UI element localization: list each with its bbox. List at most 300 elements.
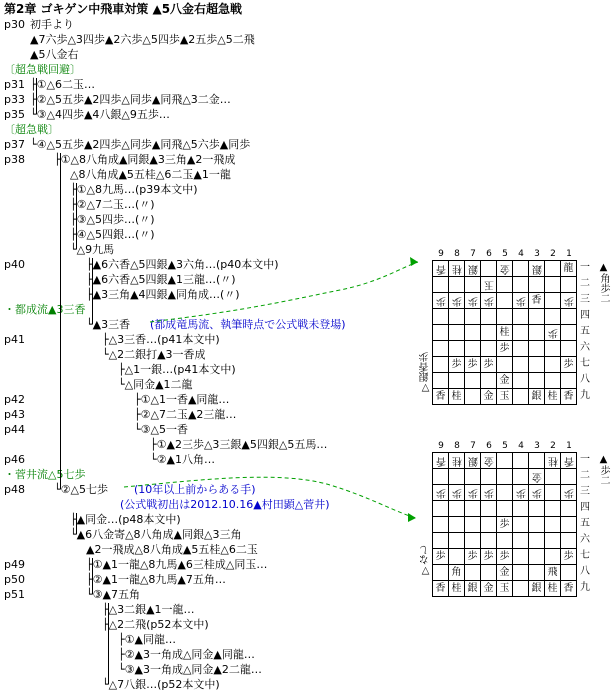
move-line: ├③△5四歩…(〃)	[70, 213, 155, 226]
rank-label: 九	[580, 390, 590, 401]
board-square	[545, 341, 561, 357]
board-square	[513, 469, 529, 485]
board-square	[529, 389, 545, 405]
board-square	[481, 549, 497, 565]
shogi-piece: 銀	[467, 583, 478, 594]
comment: (都成竜馬流、執筆時点で公式戦未登場)	[150, 318, 346, 331]
board-square	[433, 277, 449, 293]
board-square	[449, 389, 465, 405]
board-square	[433, 549, 449, 565]
board-square	[481, 453, 497, 469]
shogi-piece: 桂	[451, 263, 462, 274]
shogi-piece: 金	[483, 455, 494, 466]
shogi-piece: 歩	[515, 487, 526, 498]
move-line: └③▲3一角成△同金▲2二龍…	[118, 663, 262, 676]
shogi-piece: 歩	[563, 551, 574, 562]
board-square	[433, 341, 449, 357]
shogi-piece: 金	[531, 471, 542, 482]
section-label: ・都成流▲3三香	[4, 303, 86, 316]
board-square	[481, 293, 497, 309]
file-label: 4	[518, 441, 524, 451]
rank-label: 八	[580, 374, 590, 385]
file-label: 6	[486, 249, 492, 259]
board-square	[529, 293, 545, 309]
move-line: ├①△6二玉…	[30, 78, 95, 91]
rank-label: 八	[580, 566, 590, 577]
rank-label: 三	[580, 486, 590, 497]
board-square	[449, 277, 465, 293]
shogi-piece: 玉	[499, 391, 510, 402]
board-square	[449, 469, 465, 485]
board-square	[513, 309, 529, 325]
board-square	[497, 341, 513, 357]
file-label: 7	[470, 441, 476, 451]
board-square	[545, 501, 561, 517]
board-square	[433, 453, 449, 469]
board-square	[465, 373, 481, 389]
board-square	[497, 277, 513, 293]
board-square	[449, 309, 465, 325]
board-square	[465, 565, 481, 581]
board-square	[545, 357, 561, 373]
board-square	[561, 533, 577, 549]
board-square	[449, 517, 465, 533]
file-label: 6	[486, 441, 492, 451]
page-ref: p37	[4, 138, 25, 151]
board-square	[529, 453, 545, 469]
board-square	[561, 517, 577, 533]
board-square	[481, 341, 497, 357]
shogi-piece: 歩	[483, 295, 494, 306]
board-square	[465, 453, 481, 469]
shogi-piece: 香	[435, 391, 446, 402]
board-square	[497, 309, 513, 325]
file-label: 9	[438, 249, 444, 259]
move-line: △8八角成▲5五桂△6二玉▲1一龍	[70, 168, 231, 181]
board-square	[465, 389, 481, 405]
move-line: ▲7六歩△3四歩▲2六歩△5四歩▲2五歩△5二飛	[30, 33, 255, 46]
board-square	[545, 533, 561, 549]
board-square	[433, 485, 449, 501]
shogi-piece: 龍	[563, 263, 574, 274]
board-square	[481, 325, 497, 341]
board-square	[529, 341, 545, 357]
board-square	[465, 517, 481, 533]
move-line: ├▲同金…(p48本文中)	[70, 513, 181, 526]
shogi-piece: 歩	[451, 359, 462, 370]
board-square	[545, 277, 561, 293]
shogi-piece: 香	[531, 295, 542, 306]
board-square	[529, 485, 545, 501]
board-square	[465, 581, 481, 597]
board-square	[433, 293, 449, 309]
page-ref: p50	[4, 573, 25, 586]
section-label: 〔超急戦回避〕	[4, 63, 81, 76]
comment: (公式戦初出は2012.10.16▲村田顕△菅井)	[120, 498, 330, 511]
board-square	[481, 565, 497, 581]
rank-label: 五	[580, 326, 590, 337]
file-label: 3	[534, 441, 540, 451]
shogi-piece: 歩	[451, 295, 462, 306]
board-square	[529, 373, 545, 389]
board-square	[513, 373, 529, 389]
move-line: ├①▲1一龍△8九馬▲6三桂成△同玉…	[86, 558, 268, 571]
rank-label: 六	[580, 342, 590, 353]
board-square	[497, 373, 513, 389]
rank-label: 四	[580, 310, 590, 321]
shogi-piece: 歩	[435, 487, 446, 498]
move-line: └▲6八金寄△8八角成▲同銀△3三角	[70, 528, 242, 541]
board-square	[465, 261, 481, 277]
shogi-piece: 歩	[547, 327, 558, 338]
shogi-piece: 香	[563, 583, 574, 594]
move-line: └②▲1八角…	[150, 453, 215, 466]
board-square	[513, 485, 529, 501]
board-square	[481, 309, 497, 325]
board-square	[449, 293, 465, 309]
shogi-piece: 歩	[467, 295, 478, 306]
shogi-piece: 歩	[467, 359, 478, 370]
page-ref: p49	[4, 558, 25, 571]
shogi-piece: 銀	[467, 455, 478, 466]
board-square	[433, 581, 449, 597]
board-square	[433, 261, 449, 277]
page-ref: p40	[4, 258, 25, 271]
shogi-piece: 桂	[451, 391, 462, 402]
board-square	[513, 261, 529, 277]
board-square	[465, 309, 481, 325]
board-square	[433, 389, 449, 405]
board-square	[481, 373, 497, 389]
shogi-piece: 金	[499, 263, 510, 274]
board-square	[449, 565, 465, 581]
board-square	[561, 309, 577, 325]
sente-hand: ▲歩二	[598, 454, 609, 485]
move-line: └▲3三香	[86, 318, 131, 331]
board-square	[449, 341, 465, 357]
board-square	[497, 501, 513, 517]
board-square	[561, 389, 577, 405]
file-label: 8	[454, 441, 460, 451]
page-ref: p42	[4, 393, 25, 406]
board-square	[513, 581, 529, 597]
board-square	[545, 261, 561, 277]
rank-label: 二	[580, 278, 590, 289]
file-label: 7	[470, 249, 476, 259]
move-line: ├①▲同龍…	[118, 633, 176, 646]
rank-label: 六	[580, 534, 590, 545]
board-square	[545, 565, 561, 581]
board-square	[433, 325, 449, 341]
shogi-piece: 銀	[531, 263, 542, 274]
page-ref: p46	[4, 453, 25, 466]
page-ref: p33	[4, 93, 25, 106]
board-square	[449, 533, 465, 549]
board-square	[545, 325, 561, 341]
board-square	[497, 325, 513, 341]
board-square	[497, 261, 513, 277]
shogi-piece: 金	[483, 391, 494, 402]
board-square	[529, 277, 545, 293]
shogi-piece: 金	[499, 567, 510, 578]
board-square	[529, 357, 545, 373]
board-square	[449, 325, 465, 341]
move-line: ▲5八金右	[30, 48, 79, 61]
board-square	[545, 469, 561, 485]
board-square	[561, 261, 577, 277]
rank-label: 七	[580, 550, 590, 561]
shogi-piece: 歩	[467, 551, 478, 562]
shogi-piece: 歩	[563, 295, 574, 306]
board-square	[465, 549, 481, 565]
move-line: └③△4四歩▲4八銀△9五歩…	[30, 108, 170, 121]
shogi-piece: 角	[451, 567, 462, 578]
shogi-piece: 桂	[451, 583, 462, 594]
board-square	[513, 549, 529, 565]
board-square	[561, 357, 577, 373]
board-square	[497, 389, 513, 405]
board-square	[449, 485, 465, 501]
rank-label: 三	[580, 294, 590, 305]
board-square	[513, 357, 529, 373]
board-square	[545, 453, 561, 469]
board-square	[529, 517, 545, 533]
board-square	[433, 565, 449, 581]
board-square	[449, 357, 465, 373]
board-square	[513, 533, 529, 549]
shogi-grid	[432, 260, 577, 405]
page-ref: p43	[4, 408, 25, 421]
board-square	[497, 581, 513, 597]
shogi-piece: 桂	[547, 391, 558, 402]
move-line: └△同金▲1二龍	[118, 378, 193, 391]
board-square	[545, 373, 561, 389]
move-line: └②△5七歩	[54, 483, 108, 496]
board-square	[561, 341, 577, 357]
gote-hand: ▽なし	[420, 545, 431, 576]
board-square	[449, 261, 465, 277]
file-label: 1	[566, 441, 572, 451]
shogi-piece: 桂	[499, 327, 510, 338]
move-line: └△2二銀打▲3一香成	[102, 348, 206, 361]
board-square	[481, 581, 497, 597]
page-ref: p48	[4, 483, 25, 496]
board-square	[529, 565, 545, 581]
board-square	[513, 389, 529, 405]
move-line: ├△3二銀▲1一龍…	[102, 603, 195, 616]
shogi-piece: 桂	[547, 455, 558, 466]
board-square	[465, 469, 481, 485]
board-square	[561, 501, 577, 517]
board-square	[529, 309, 545, 325]
board-square	[561, 293, 577, 309]
board-square	[481, 277, 497, 293]
move-line: ├④△5四銀…(〃)	[70, 228, 155, 241]
board-square	[481, 517, 497, 533]
move-line: ├▲6六香△5四銀▲1三龍…(〃)	[86, 273, 236, 286]
board-square	[497, 469, 513, 485]
board-square	[465, 501, 481, 517]
page-ref: p44	[4, 423, 25, 436]
board-square	[481, 469, 497, 485]
move-line: ├▲3三角▲4四銀▲同角成…(〃)	[86, 288, 240, 301]
board-square	[449, 501, 465, 517]
board-square	[481, 389, 497, 405]
board-square	[529, 261, 545, 277]
board-square	[465, 325, 481, 341]
comment: (10年以上前からある手)	[134, 483, 256, 496]
board-square	[545, 309, 561, 325]
board-square	[465, 277, 481, 293]
board-square	[449, 373, 465, 389]
page-ref: p31	[4, 78, 25, 91]
shogi-piece: 銀	[467, 263, 478, 274]
board-square	[449, 453, 465, 469]
board-square	[497, 485, 513, 501]
shogi-piece: 歩	[563, 359, 574, 370]
board-square	[545, 485, 561, 501]
board-square	[513, 341, 529, 357]
board-square	[529, 533, 545, 549]
shogi-piece: 銀	[531, 583, 542, 594]
board-square	[513, 325, 529, 341]
board-square	[513, 565, 529, 581]
rank-label: 一	[580, 262, 590, 273]
board-square	[433, 501, 449, 517]
board-square	[465, 485, 481, 501]
board-square	[545, 389, 561, 405]
move-line: ├①△8九馬…(p39本文中)	[70, 183, 198, 196]
file-label: 5	[502, 249, 508, 259]
shogi-piece: 歩	[483, 487, 494, 498]
board-square	[513, 501, 529, 517]
section-label: 〔超急戦〕	[4, 123, 59, 136]
board-square	[481, 261, 497, 277]
file-label: 3	[534, 249, 540, 259]
shogi-piece: 歩	[435, 551, 446, 562]
move-line: └③▲7五角	[86, 588, 140, 601]
shogi-piece: 歩	[499, 519, 510, 530]
shogi-piece: 香	[435, 583, 446, 594]
board-square	[561, 469, 577, 485]
board-square	[561, 325, 577, 341]
shogi-piece: 飛	[547, 567, 558, 578]
move-line: ├②▲1一龍△8九馬▲7五角…	[86, 573, 226, 586]
move-line: └④△5五歩▲2四歩△同歩▲同飛△5六歩▲同歩	[30, 138, 251, 151]
file-label: 2	[550, 441, 556, 451]
move-line: ├①▲2三歩△3三銀▲5四銀△5五馬…	[150, 438, 328, 451]
shogi-piece: 歩	[467, 487, 478, 498]
shogi-piece: 香	[435, 455, 446, 466]
board-square	[465, 293, 481, 309]
board-square	[465, 533, 481, 549]
move-line: 初手より	[30, 18, 74, 31]
rank-label: 一	[580, 454, 590, 465]
board-square	[497, 549, 513, 565]
move-line: ├②△5五歩▲2四歩△同歩▲同飛△3二金…	[30, 93, 231, 106]
board-square	[529, 581, 545, 597]
shogi-piece: 歩	[563, 487, 574, 498]
board-square	[497, 293, 513, 309]
shogi-piece: 銀	[531, 391, 542, 402]
board-square	[561, 565, 577, 581]
move-line: ├②▲3一角成△同金▲同龍…	[118, 648, 255, 661]
board-square	[433, 357, 449, 373]
file-label: 2	[550, 249, 556, 259]
board-square	[449, 549, 465, 565]
shogi-piece: 歩	[451, 487, 462, 498]
shogi-piece: 金	[499, 375, 510, 386]
file-label: 1	[566, 249, 572, 259]
shogi-piece: 桂	[547, 583, 558, 594]
move-line: ├△1一銀…(p41本文中)	[118, 363, 236, 376]
shogi-piece: 歩	[435, 295, 446, 306]
board-square	[465, 357, 481, 373]
move-line: ├①△8八角成▲同銀▲3三角▲2一飛成	[54, 153, 236, 166]
shogi-piece: 金	[483, 583, 494, 594]
board-square	[433, 469, 449, 485]
move-line: ▲2一飛成△8八角成▲5五桂△6二玉	[86, 543, 258, 556]
board-square	[561, 485, 577, 501]
section-label: ・菅井流△5七歩	[4, 468, 86, 481]
board-square	[529, 549, 545, 565]
board-square	[449, 581, 465, 597]
board-square	[481, 485, 497, 501]
move-line: ├②△7二玉▲2三龍…	[134, 408, 237, 421]
page-ref: p51	[4, 588, 25, 601]
shogi-piece: 香	[435, 263, 446, 274]
page-ref: p35	[4, 108, 25, 121]
move-line: ├①△1一香▲同龍…	[134, 393, 230, 406]
board-square	[497, 517, 513, 533]
move-line: └△7八銀…(p52本文中)	[102, 678, 220, 691]
gote-hand: ▽銀香歩	[420, 352, 431, 393]
board-square	[513, 453, 529, 469]
shogi-piece: 歩	[499, 551, 510, 562]
move-line: ├②△7二玉…(〃)	[70, 198, 155, 211]
board-square	[545, 517, 561, 533]
board-square	[513, 277, 529, 293]
page-ref: p30	[4, 18, 25, 31]
shogi-piece: 歩	[531, 487, 542, 498]
sente-hand: ▲角歩二	[598, 262, 609, 303]
file-label: 9	[438, 441, 444, 451]
move-line: └△9九馬	[70, 243, 115, 256]
board-square	[529, 501, 545, 517]
move-line: ├▲6六香△5四銀▲3六角…(p40本文中)	[86, 258, 279, 271]
rank-label: 五	[580, 518, 590, 529]
shogi-piece: 歩	[483, 551, 494, 562]
page-ref: p38	[4, 153, 25, 166]
shogi-piece: 歩	[515, 295, 526, 306]
board-square	[433, 373, 449, 389]
board-square	[433, 517, 449, 533]
board-square	[513, 517, 529, 533]
move-line: └③△5一香	[134, 423, 188, 436]
board-square	[433, 309, 449, 325]
board-square	[545, 549, 561, 565]
board-square	[561, 453, 577, 469]
board-square	[545, 581, 561, 597]
board-square	[481, 357, 497, 373]
board-square	[545, 293, 561, 309]
move-line: ├△3三香…(p41本文中)	[102, 333, 220, 346]
board-square	[561, 277, 577, 293]
move-line: ├△2二飛(p52本文中)	[102, 618, 209, 631]
shogi-piece: 歩	[499, 343, 510, 354]
board-square	[497, 565, 513, 581]
shogi-piece: 香	[563, 391, 574, 402]
